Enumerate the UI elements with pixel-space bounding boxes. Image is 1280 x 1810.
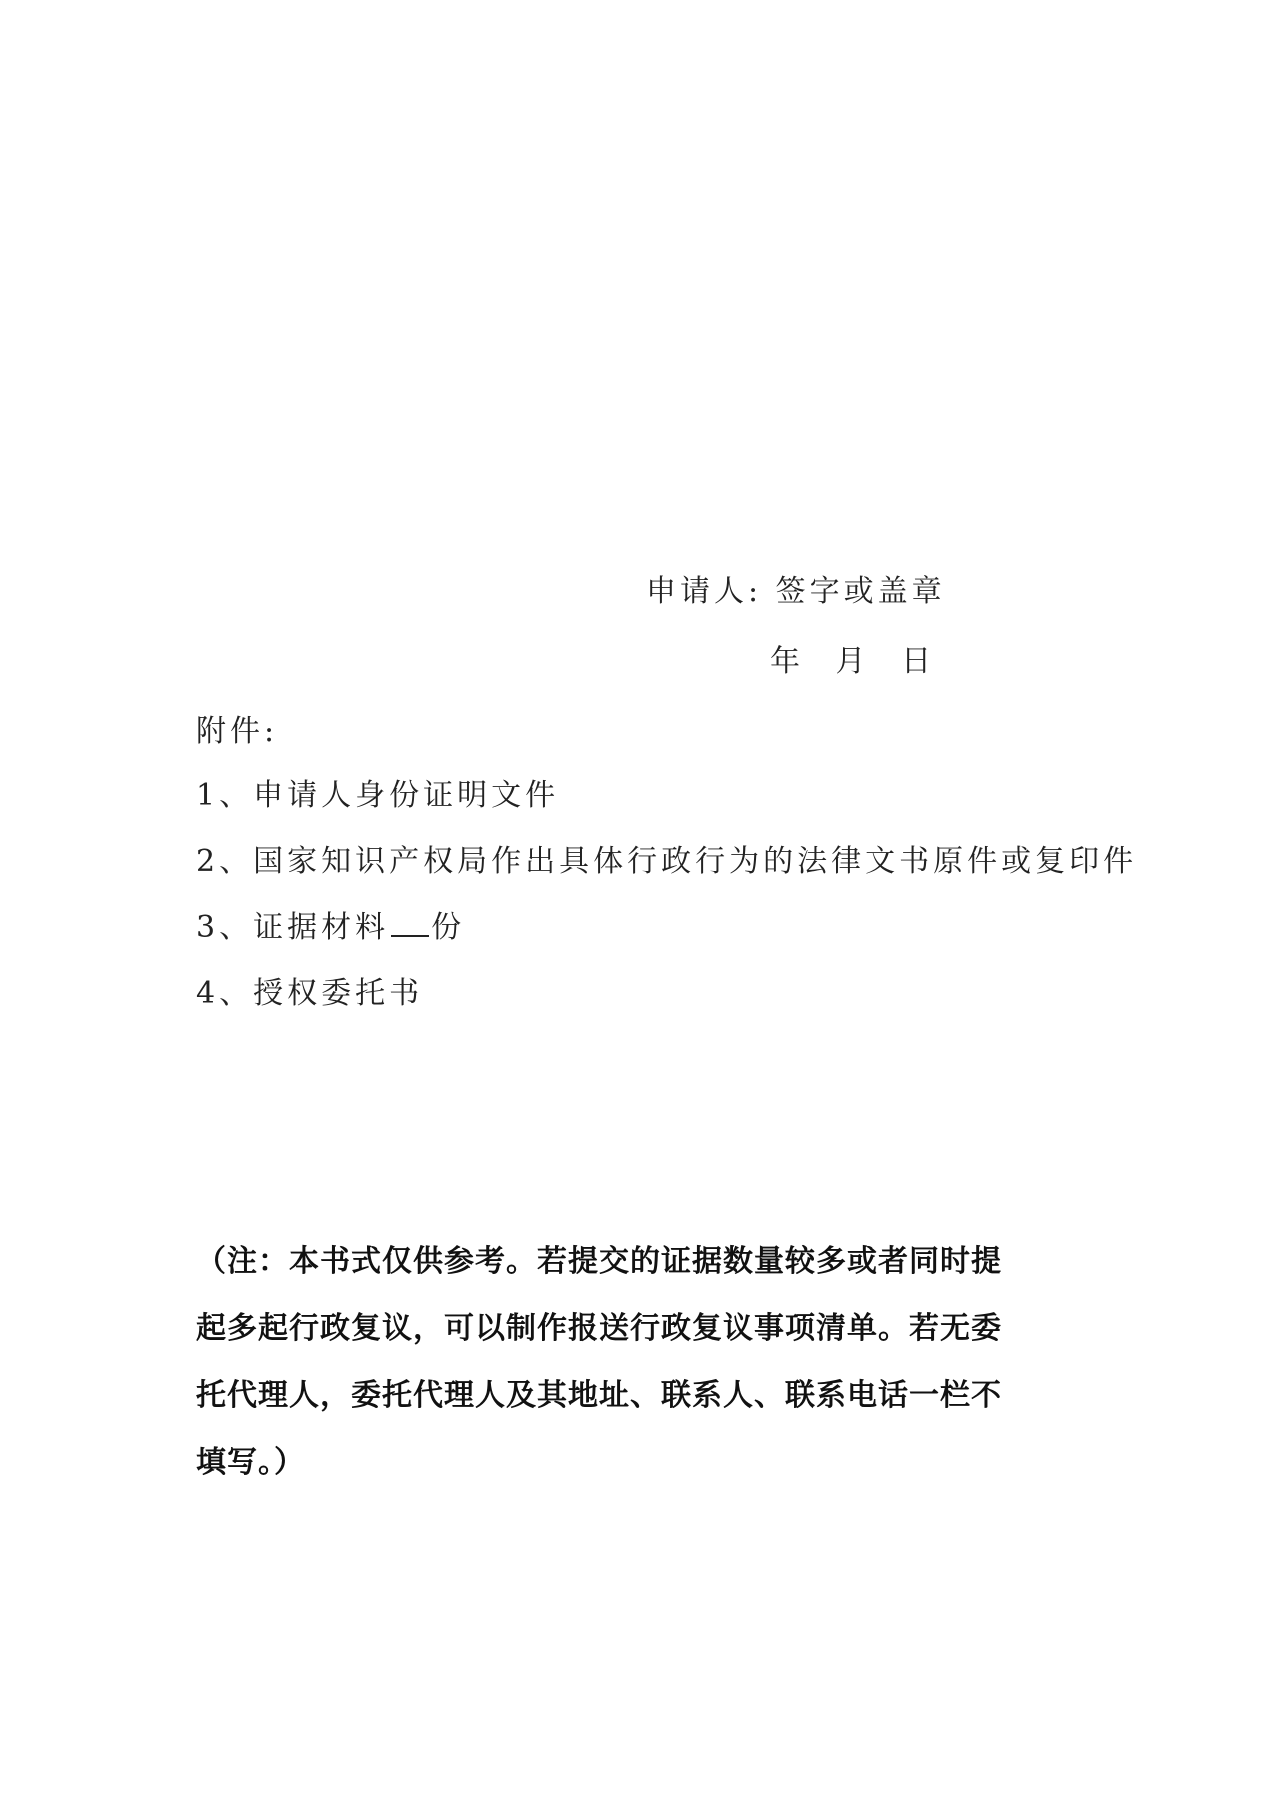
note-line-3: 托代理人，委托代理人及其地址、联系人、联系电话一栏不 [196,1378,1002,1413]
signature-line [646,572,946,612]
note-line-4: 填写。） [196,1445,305,1480]
note-line-2: 起多起行政复议，可以制作报送行政复议事项清单。若无委 [196,1311,1002,1346]
applicant-label: 申请人: [646,574,763,609]
attachment-item-4: 4、授权委托书 [196,976,424,1011]
attachment-item-3-unit: 份 [431,910,466,945]
attachment-item-3 [196,908,465,948]
attachment-item-2: 2、国家知识产权局作出具体行政行为的法律文书原件或复印件 [196,844,1138,879]
attachment-item-3-label: 3、证据材料 [196,910,390,945]
attachment-item-1: 1、申请人身份证明文件 [196,778,560,813]
signature-placeholder: 签字或盖章 [775,574,946,609]
blank-underline [391,909,429,937]
note-line-1: （注：本书式仅供参考。若提交的证据数量较多或者同时提 [196,1244,1002,1279]
note-block [196,1228,1096,1496]
date-line: 年 月 日 [770,644,936,679]
attachments-heading: 附件: [196,714,279,749]
